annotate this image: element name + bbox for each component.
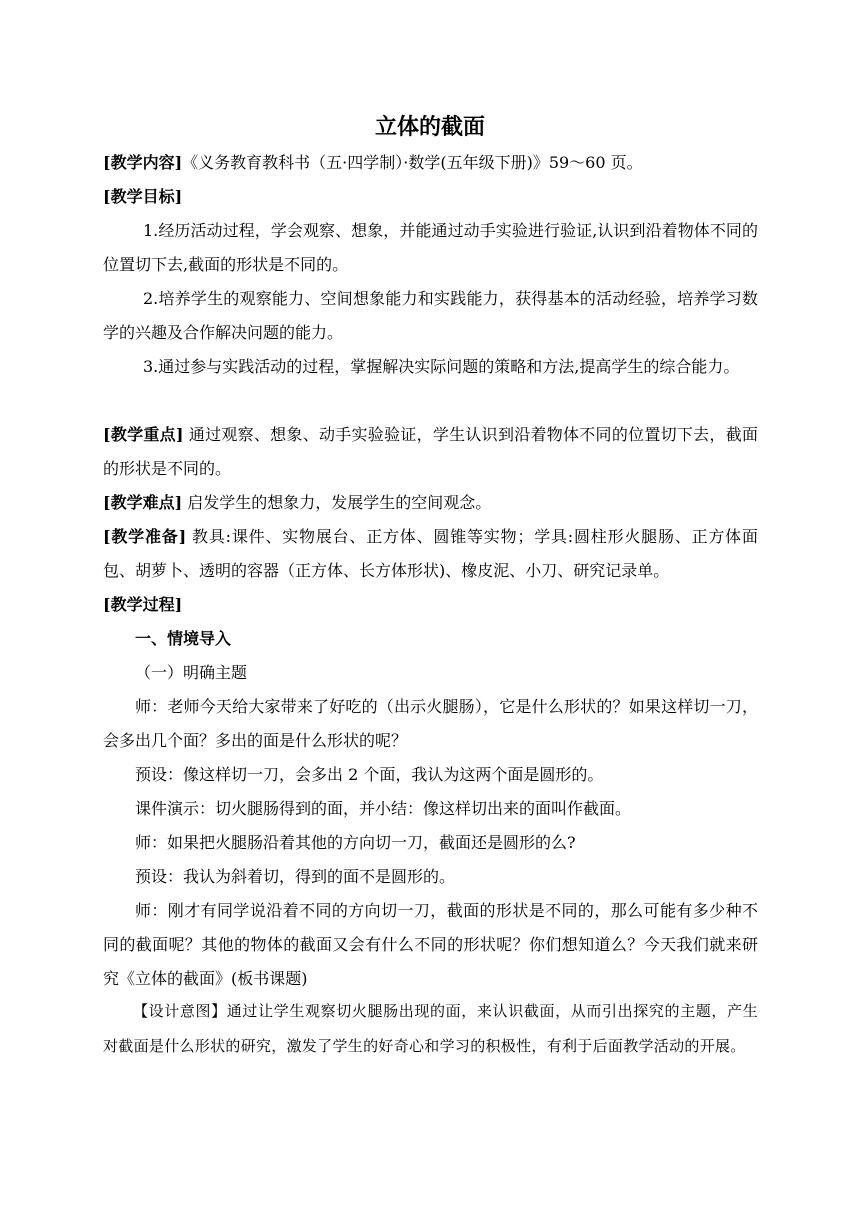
paragraph-2: 预设：像这样切一刀，会多出 2 个面，我认为这两个面是圆形的。: [135, 765, 604, 784]
key-point: [103, 418, 758, 486]
preparation: [103, 520, 758, 588]
subsection-heading: （一）明确主题: [135, 663, 248, 682]
key-point-label: [教学重点]: [103, 425, 184, 444]
preparation-text: 教具:课件、实物展台、正方体、圆锥等实物；学具:圆柱形火腿肠、正方体面包、胡萝卜、透明的容器（正方体、长方体形状)、橡皮泥、小刀、研究记录单。: [103, 527, 758, 580]
teaching-goals-label: [教学目标]: [103, 187, 183, 206]
teaching-content-text: 《义务教育教科书（五·四学制）·数学(五年级下册)》59～60 页。: [182, 153, 643, 172]
difficulty-label: [教学难点]: [103, 493, 183, 512]
paragraph-5: 预设：我认为斜着切，得到的面不是圆形的。: [135, 867, 456, 886]
design-intent: 【设计意图】通过让学生观察切火腿肠出现的面，来认识截面，从而引出探究的主题，产生对截面是什么形状的研究，激发了学生的好奇心和学习的积极性，有利于后面教学活动的开展。: [103, 1002, 758, 1055]
paragraph-1: 师：老师今天给大家带来了好吃的（出示火腿肠），它是什么形状的？如果这样切一刀，会多出几个面？多出的面是什么形状的呢？: [103, 697, 758, 750]
process-label: [教学过程]: [103, 595, 183, 614]
key-point-text: 通过观察、想象、动手实验验证，学生认识到沿着物体不同的位置切下去，截面的形状是不同的。: [103, 425, 758, 478]
teaching-content-label: [教学内容]: [103, 153, 183, 172]
section-heading: 一、情境导入: [135, 629, 232, 648]
page-title: 立体的截面: [374, 114, 485, 140]
difficulty-text: 启发学生的想象力，发展学生的空间观念。: [187, 493, 492, 512]
goal-item-3: 3.通过参与实践活动的过程，掌握解决实际问题的策略和方法,提高学生的综合能力。: [143, 357, 740, 376]
preparation-label: [教学准备]: [103, 527, 187, 546]
goal-item-2: 2.培养学生的观察能力、空间想象能力和实践能力，获得基本的活动经验，培养学习数学的兴趣及合作解决问题的能力。: [103, 289, 758, 342]
difficulty: [103, 486, 758, 520]
goal-item-1: 1.经历活动过程，学会观察、想象，并能通过动手实验进行验证,认识到沿着物体不同的位置切下去,截面的形状是不同的。: [103, 221, 758, 274]
paragraph-4: 师：如果把火腿肠沿着其他的方向切一刀，截面还是圆形的么?: [135, 833, 576, 852]
paragraph-6: 师：刚才有同学说沿着不同的方向切一刀，截面的形状是不同的，那么可能有多少种不同的截面呢？其他的物体的截面又会有什么不同的形状呢？你们想知道么？今天我们就来研究《立体的截面》(板书课题): [103, 901, 758, 988]
paragraph-3: 课件演示：切火腿肠得到的面，并小结：像这样切出来的面叫作截面。: [135, 799, 632, 818]
teaching-content: [103, 146, 758, 180]
